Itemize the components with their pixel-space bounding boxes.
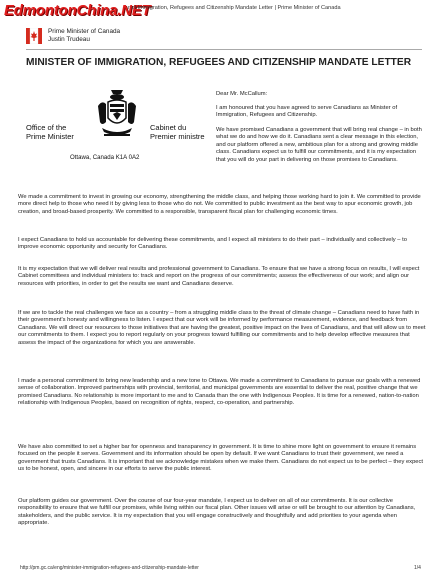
pm-header: [48, 28, 120, 43]
pm-header-line1: Prime Minister of Canada: [48, 28, 121, 35]
canada-flag-icon: [26, 28, 42, 44]
pm-header-line2: Justin Trudeau: [48, 35, 90, 43]
paragraph-6: If we are to tackle the real challenges we face as a country – from a struggling middle class to the threat of climate change – Canadians need to have faith in their government's honesty and willingness to listen. I expect that our work will be informed by performance measurement, evidence, and feedback from Canadians. We will direct our resources to those initiatives that are having the greatest, positive impact on the lives of Canadians, and that will allow us to meet our commitments to them. I expect you to report regularly on your progress toward fulfilling our commitments and to help develop effective measures that assess the impact of the organizations for which you are answerable.: [18, 310, 426, 346]
header-divider: [26, 49, 422, 50]
watermark-logo: EdmontonChina.NET: [4, 2, 151, 19]
letterhead-left-line1: Office of the: [26, 123, 67, 132]
paragraph-3: We made a commitment to invest in growing our economy, strengthening the middle class, and helping those working hard to join it. We committed to provide more direct help to those who need it by giving less to those who do not. We committed to public investment as the best way to spur economic growth, job creation, and broad-based prosperity. We committed to a responsible, transparent fiscal plan for challenging economic times.: [18, 194, 421, 215]
letterhead-address: Ottawa, Canada K1A 0A2: [70, 154, 140, 161]
paragraph-4: I expect Canadians to hold us accountable for delivering these commitments, and I expect all ministers to do their part – individually and collectively – to improve economic opportunity and security for Canadians.: [18, 237, 407, 251]
page-title: MINISTER OF IMMIGRATION, REFUGEES AND CITIZENSHIP MANDATE LETTER: [26, 57, 412, 68]
letterhead-right-line1: Cabinet du: [150, 123, 187, 132]
paragraph-9: Our platform guides our government. Over the course of our four-year mandate, I expect us to deliver on all of our commitments. It is our collective responsibility to ensure that we fulfill our promises, while living within our fiscal plan. Other issues will arise or will be brought to our attention by Canadians, stakeholders, and the public service. It is my expectation that you will engage constructively and thoughtfully and add priorities to your agenda when appropriate.: [18, 498, 416, 527]
paragraph-2-wrap: [18, 127, 426, 187]
letterhead-left-line2: Prime Minister: [26, 131, 74, 141]
footer-url[interactable]: http://pm.gc.ca/eng/minister-immigration-refugees-and-citizenship-mandate-letter: [20, 565, 199, 571]
browser-header-title: r of Immigration, Refugees and Citizenship Mandate Letter | Prime Minister of Canada: [128, 5, 341, 11]
float-spacer: [18, 127, 216, 169]
paragraph-1: I am honoured that you have agreed to serve Canadians as Minister of Immigration, Refugees and Citizenship.: [216, 105, 398, 119]
footer-page-number: 1/4: [414, 565, 421, 571]
letterhead-right-line2: Premier ministre: [150, 131, 205, 141]
paragraph-2: We have promised Canadians a government that will bring real change – in both what we do and how we do it. Canadians sent a clear message in this election, and our platform offered a new, ambitious plan for a strong and growing middle class. Canadians expect us to fulfill our commitments, and it is my expectation that you will do your part in delivering on those promises to Canadians.: [216, 127, 422, 163]
paragraph-5: It is my expectation that we will deliver real results and professional government to Canadians. To ensure that we have a strong focus on results, I will expect Cabinet committees and individual ministers to: track and report on the progress of our commitments; assess the effectiveness of our work; and align our resources with priorities, in order to get the results we want and Canadians deserve.: [18, 266, 420, 287]
salutation: Dear Mr. McCallum:: [216, 91, 268, 97]
paragraph-8: We have also committed to set a higher bar for openness and transparency in government. It is time to shine more light on government to ensure it remains focused on the people it serves. Government and its information should be open by default. If we want Canadians to trust their government, we need a government that trusts Canadians. It is important that we acknowledge mistakes when we make them. Canadians do not expect us to be perfect – they expect us to be honest, open, and sincere in our efforts to serve the public interest.: [18, 444, 424, 473]
paragraph-7: I made a personal commitment to bring new leadership and a new tone to Ottawa. We made a commitment to Canadians to pursue our goals with a renewed sense of collaboration. Improved partnerships with provincial, territorial, and municipal governments are essential to deliver the real, positive change that we promised Canadians. No relationship is more important to me and to Canada than the one with Indigenous Peoples. It is time for a renewed, nation-to-nation relationship with Indigenous Peoples, based on recognition of rights, respect, co-operation, and partnership.: [18, 378, 421, 407]
